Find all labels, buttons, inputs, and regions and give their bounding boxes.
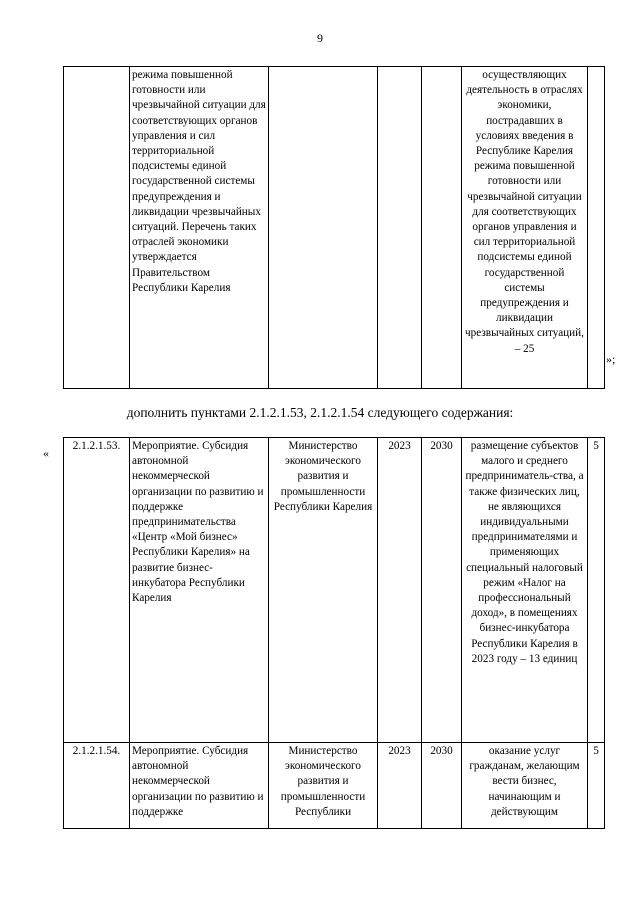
indicator-cell: оказание услуг гражданам, желающим вести бизнес, начинающим и действующим — [462, 743, 588, 829]
end-year-cell: 2030 — [422, 438, 462, 743]
table-row — [64, 743, 605, 829]
table-row — [64, 438, 605, 743]
executor-cell: Министерство экономического развития и промышленности Республики — [269, 743, 378, 829]
continuation-table — [63, 66, 605, 389]
end-year-cell: 2030 — [422, 743, 462, 829]
executor-cell — [269, 67, 378, 389]
indicator-cell: осуществляющих деятельность в отраслях экономики, пострадавших в условиях введения в Республике Карелия режима повышенной готовности или чрезвычайной ситуации для соответствующих органов управления и сил территориальной подсистемы единой государственной системы предупреждения и ликвидации чрезвычайных ситуаций, – 25 — [462, 67, 588, 389]
start-year-cell: 2023 — [378, 743, 422, 829]
activity-cell: Мероприятие. Субсидия автономной некоммерческой организации по развитию и поддержке предпринимательства «Центр «Мой бизнес» Республики Карелия» на развитие бизнес-инкубатора Республики Карелия — [130, 438, 269, 743]
start-year-cell — [378, 67, 422, 389]
end-year-cell — [422, 67, 462, 389]
activity-cell: режима повышенной готовности или чрезвычайной ситуации для соответствующих органов управления и сил территориальной подсистемы единой государственной системы предупреждения и ликвидации чрезвычайных ситуаций. Перечень таких отраслей экономики утверждается Правительством Республики Карелия — [130, 67, 269, 389]
opening-quote-mark: « — [43, 446, 49, 460]
indicator-cell: размещение субъектов малого и среднего предприниматель-ства, а также физических лиц, не являющихся индивидуальными предпринимателями и применяющих специальный налоговый режим «Налог на профессиональный доход», в помещениях бизнес-инкубатора Республики Карелия в 2023 году – 13 единиц — [462, 438, 588, 743]
ref-cell — [588, 67, 605, 389]
ref-cell: 5 — [588, 743, 605, 829]
new-items-table — [63, 437, 605, 829]
ref-cell: 5 — [588, 438, 605, 743]
executor-cell: Министерство экономического развития и промышленности Республики Карелия — [269, 438, 378, 743]
item-number: 2.1.2.1.54. — [64, 743, 130, 829]
page-number: 9 — [317, 31, 323, 45]
activity-cell: Мероприятие. Субсидия автономной некоммерческой организации по развитию и поддержке — [130, 743, 269, 829]
closing-quote-mark: »; — [606, 352, 616, 366]
item-number: 2.1.2.1.53. — [64, 438, 130, 743]
number-cell — [64, 67, 130, 389]
table-row — [64, 67, 605, 389]
amendment-instruction: дополнить пунктами 2.1.2.1.53, 2.1.2.1.54 следующего содержания: — [126, 405, 514, 420]
start-year-cell: 2023 — [378, 438, 422, 743]
